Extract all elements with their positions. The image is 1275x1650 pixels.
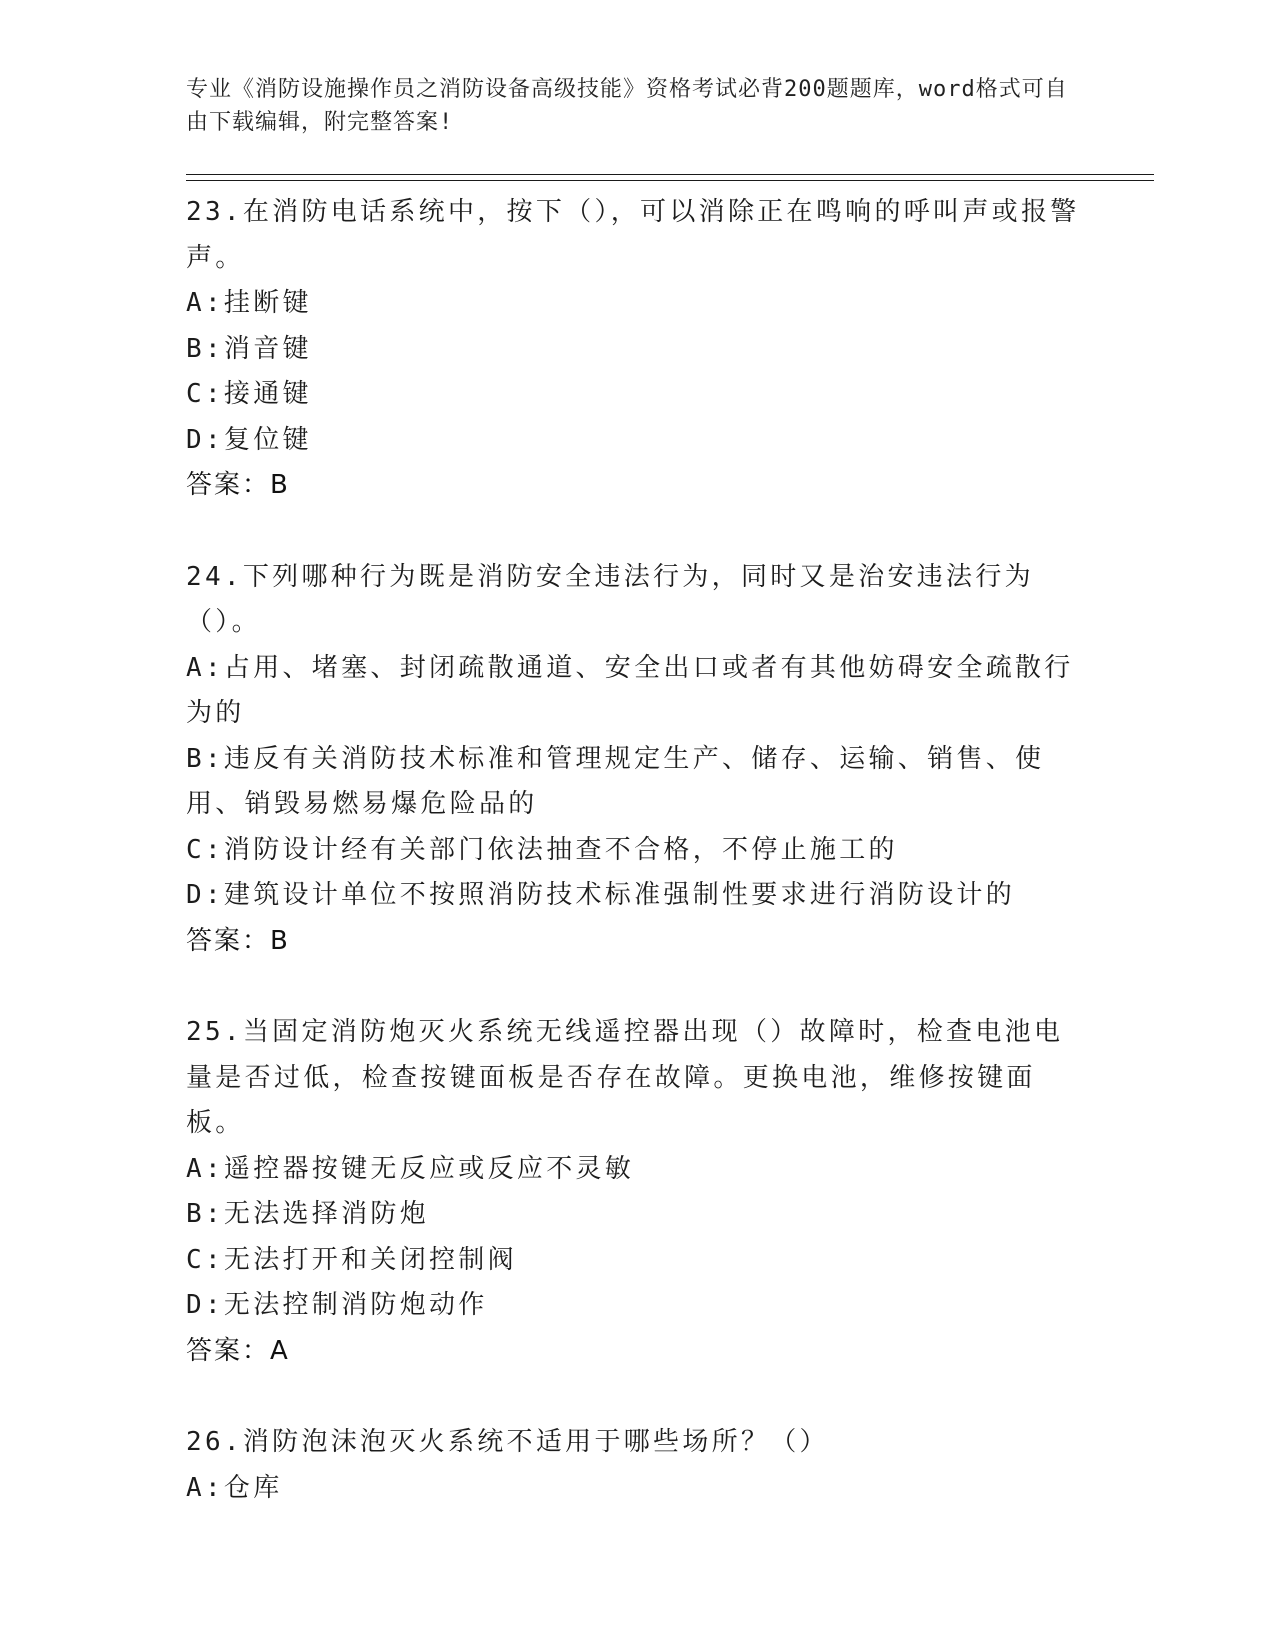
option-a: A:挂断键 (186, 288, 312, 318)
question-text: 24.下列哪种行为既是消防安全违法行为，同时又是治安违法行为（）。 (186, 561, 1034, 637)
question-24 (186, 555, 1086, 965)
answer-label: 答案：A (186, 1335, 290, 1366)
option-c: C:消防设计经有关部门依法抽查不合格，不停止施工的 (186, 834, 898, 865)
option-d: D:无法控制消防炮动作 (186, 1290, 488, 1320)
question-text: 25.当固定消防炮灭火系统无线遥控器出现（）故障时，检查电池电量是否过低，检查按键面板是否存在故障。更换电池，维修按键面板。 (186, 1017, 1064, 1138)
option-a: A:遥控器按键无反应或反应不灵敏 (186, 1153, 635, 1184)
question-23 (186, 190, 1086, 509)
option-d: D:建筑设计单位不按照消防技术标准强制性要求进行消防设计的 (186, 880, 1016, 910)
header-divider-line (186, 180, 1154, 181)
option-b: B:消音键 (186, 333, 312, 364)
question-text: 23.在消防电话系统中，按下（），可以消除正在鸣响的呼叫声或报警声。 (186, 197, 1080, 273)
answer-label: 答案：B (186, 470, 290, 500)
question-25 (186, 1010, 1086, 1374)
option-b: B:违反有关消防技术标准和管理规定生产、储存、运输、销售、使用、销毁易燃易爆危险品的 (186, 743, 1045, 819)
header-divider-line (186, 174, 1154, 175)
option-c: C:无法打开和关闭控制阀 (186, 1244, 517, 1275)
option-a: A:仓库 (186, 1472, 283, 1503)
option-b: B:无法选择消防炮 (186, 1199, 430, 1229)
question-26 (186, 1420, 1086, 1511)
question-text: 26.消防泡沫泡灭火系统不适用于哪些场所？（） (186, 1427, 829, 1457)
answer-label: 答案：B (186, 925, 290, 956)
question-list (186, 190, 1086, 1511)
option-a: A:占用、堵塞、封闭疏散通道、安全出口或者有其他妨碍安全疏散行为的 (186, 652, 1074, 728)
document-header: 专业《消防设施操作员之消防设备高级技能》资格考试必背200题题库，word格式可自由下载编辑，附完整答案! (186, 77, 1068, 135)
option-d: D:复位键 (186, 424, 312, 455)
option-c: C:接通键 (186, 379, 312, 409)
